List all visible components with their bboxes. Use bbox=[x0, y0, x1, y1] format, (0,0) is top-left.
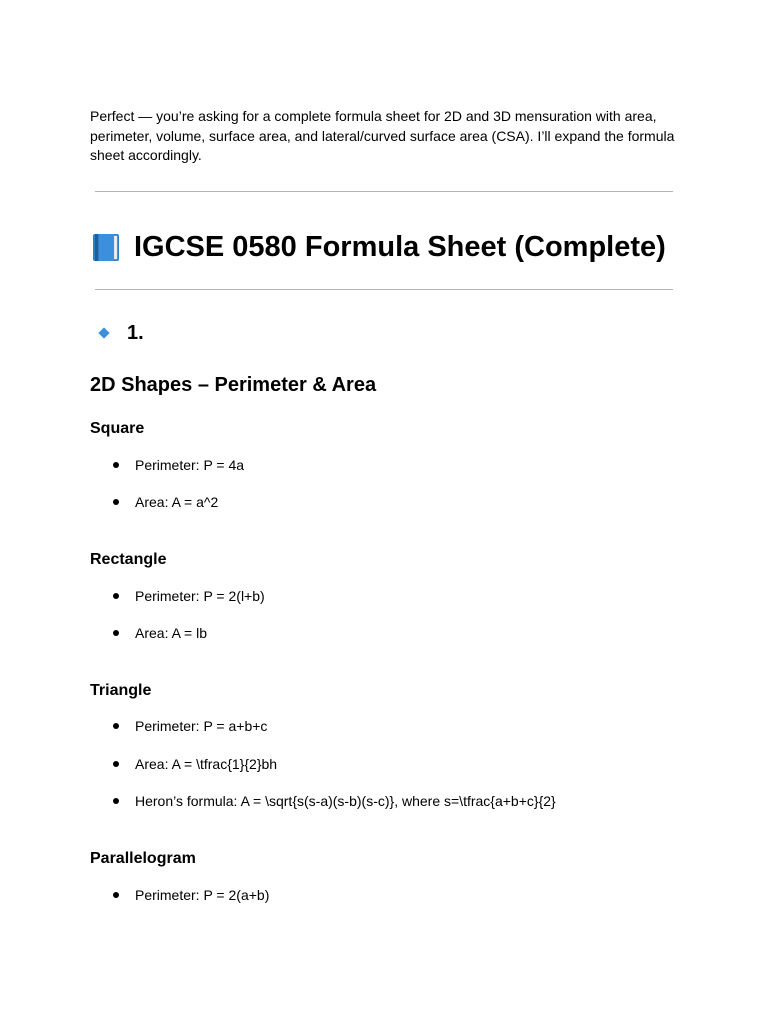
formula-text: Perimeter: P = a+b+c bbox=[135, 718, 268, 734]
list-item bbox=[113, 755, 277, 773]
shape-heading-square: Square bbox=[90, 420, 145, 437]
list-item bbox=[113, 624, 207, 642]
shape-heading-triangle: Triangle bbox=[90, 682, 152, 699]
list-item bbox=[113, 587, 265, 605]
section-number-text: 1. bbox=[127, 322, 144, 344]
section-heading: 2D Shapes – Perimeter & Area bbox=[90, 374, 377, 396]
formula-text: Perimeter: P = 2(a+b) bbox=[135, 887, 270, 903]
formula-text: Area: A = lb bbox=[135, 625, 207, 641]
bullet-icon bbox=[113, 761, 119, 767]
formula-text: Perimeter: P = 4a bbox=[135, 457, 245, 473]
bullet-icon bbox=[113, 499, 119, 505]
blue-book-icon bbox=[90, 231, 122, 263]
page-title-text: IGCSE 0580 Formula Sheet (Complete) bbox=[134, 231, 666, 263]
formula-text: Heron’s formula: A = \sqrt{s(s-a)(s-b)(s-c)}, where s=\tfrac{a+b+c}{2} bbox=[135, 793, 556, 809]
bullet-icon bbox=[113, 630, 119, 636]
formula-text: Area: A = a^2 bbox=[135, 494, 219, 510]
list-item bbox=[113, 456, 244, 474]
divider bbox=[95, 289, 673, 290]
bullet-icon bbox=[113, 462, 119, 468]
list-item bbox=[113, 886, 269, 904]
shape-heading-parallelogram: Parallelogram bbox=[90, 850, 196, 867]
formula-text: Area: A = \tfrac{1}{2}bh bbox=[135, 756, 278, 772]
list-item bbox=[113, 717, 267, 735]
bullet-icon bbox=[113, 723, 119, 729]
intro-paragraph: Perfect — you’re asking for a complete formula sheet for 2D and 3D mensuration with area, perimeter, volume, surface area, and lateral/curved surface area (CSA). I’ll expand the formula sheet accordingly. bbox=[90, 108, 675, 163]
shape-heading-rectangle: Rectangle bbox=[90, 551, 167, 568]
divider bbox=[95, 191, 673, 192]
bullet-icon bbox=[113, 593, 119, 599]
section-number bbox=[90, 320, 144, 346]
formula-text: Perimeter: P = 2(l+b) bbox=[135, 588, 265, 604]
list-item bbox=[113, 493, 218, 511]
page-title bbox=[90, 228, 666, 266]
small-blue-diamond-icon bbox=[98, 327, 109, 338]
bullet-icon bbox=[113, 798, 119, 804]
bullet-icon bbox=[113, 892, 119, 898]
list-item bbox=[113, 792, 556, 810]
